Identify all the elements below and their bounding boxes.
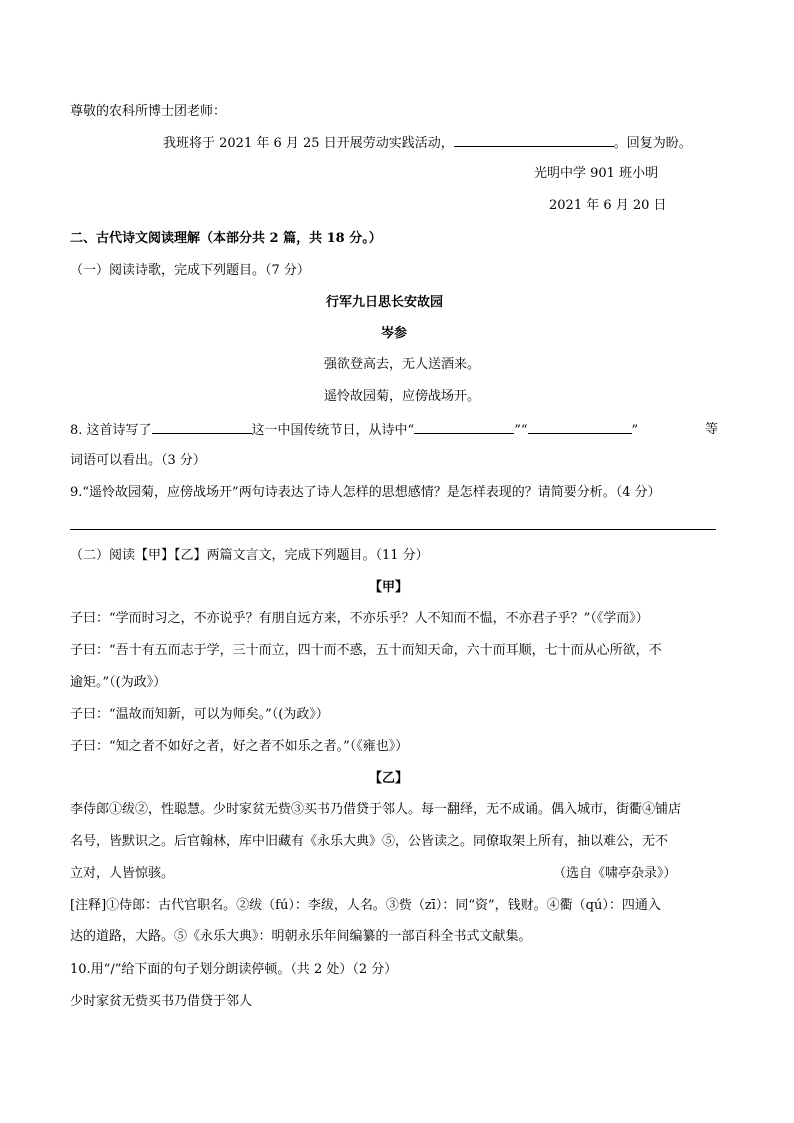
- q8-blank-festival[interactable]: [152, 421, 252, 434]
- notes-line-2: 达的道路，大路。⑤《永乐大典》：明朝永乐年间编纂的一部百科全书式文献集。: [70, 929, 532, 944]
- yi-line-3: 立对，人皆惊骇。: [70, 866, 175, 881]
- q8-blank-word-1[interactable]: [414, 421, 514, 434]
- part1-intro: （一）阅读诗歌，完成下列题目。（7 分）: [70, 263, 310, 278]
- question-9: 9.“遥怜故园菊，应傍战场开”两句诗表达了诗人怎样的思想感情？是怎样表现的？请简要分析。（4 分）: [70, 485, 661, 500]
- q10-sentence[interactable]: 少时家贫无赀买书乃借贷于邻人: [70, 994, 253, 1009]
- q8-blank-word-2[interactable]: [528, 421, 632, 434]
- jia-paragraph-2: 子曰：“吾十有五而志于学，三十而立，四十而不惑，五十而知天命，六十而耳顺，七十而从心所欲，不: [70, 643, 662, 658]
- q9-answer-line[interactable]: [70, 529, 716, 530]
- poem-line-2: 遥怜故园菊，应傍战场开。: [324, 389, 481, 404]
- jia-label: 【甲】: [369, 580, 409, 595]
- q8-text-b: 这一中国传统节日，从诗中“: [251, 423, 415, 438]
- letter-salutation: 尊敬的农科所博士团老师：: [70, 104, 227, 119]
- q8-text-e: 等: [705, 422, 719, 437]
- jia-paragraph-4: 子曰：“知之者不如好之者，好之者不如乐之者。”（《雍也》）: [70, 739, 409, 754]
- yi-source: （选自《啸亭杂录》）: [553, 866, 677, 881]
- jia-paragraph-2-cont: 逾矩。”（(为政》）: [70, 675, 167, 690]
- yi-label: 【乙】: [369, 771, 409, 786]
- letter-signature: 光明中学 901 班小明: [534, 166, 659, 181]
- q8-text-c: ”“: [514, 423, 528, 438]
- letter-body-post: 。回复为盼。: [613, 136, 692, 151]
- section-heading: 二、古代诗文阅读理解（本部分共 2 篇，共 18 分。）: [70, 231, 382, 246]
- poem-title: 行军九日思长安故园: [326, 295, 444, 310]
- letter-answer-blank[interactable]: [454, 134, 614, 147]
- q8-text-d: ”: [631, 423, 639, 438]
- q8-text-a: 8. 这首诗写了: [70, 423, 152, 438]
- notes-line-1: [注释]①侍郎：古代官职名。②绂（fú）：李绂，人名。③赀（zī）：同“资”，钱财。④衢（qú）：四通入: [70, 898, 661, 913]
- yi-line-2: 名号，皆默识之。后官翰林，库中旧藏有《永乐大典》⑤，公皆读之。同僚取架上所有，抽以难公，无不: [70, 834, 669, 849]
- yi-line-1: 李侍郎①绂②，性聪慧。少时家贫无赀③买书乃借贷于邻人。每一翻绎，无不成诵。偶入城市，街衢④铺店: [70, 802, 682, 817]
- poem-line-1: 强欲登高去，无人送酒来。: [324, 357, 481, 372]
- question-10: 10.用“/”给下面的句子划分朗读停顿。（共 2 处）（2 分）: [70, 962, 398, 977]
- jia-paragraph-3: 子曰：“温故而知新，可以为师矣。”（(为政》）: [70, 707, 329, 722]
- jia-paragraph-1: 子曰：“学而时习之，不亦说乎？有朋自远方来，不亦乐乎？人不知而不愠，不亦君子乎？”（《学而》）: [70, 611, 649, 626]
- letter-date: 2021 年 6 月 20 日: [549, 198, 667, 213]
- letter-body-pre: 我班将于 2021 年 6 月 25 日开展劳动实践活动，: [163, 136, 454, 151]
- q8-line-2: 词语可以看出。（3 分）: [70, 453, 206, 468]
- poem-author: 岑参: [381, 326, 408, 341]
- part2-intro: （二）阅读【甲】【乙】两篇文言文，完成下列题目。（11 分）: [70, 548, 429, 563]
- question-8: [70, 421, 638, 440]
- letter-body: [163, 134, 692, 153]
